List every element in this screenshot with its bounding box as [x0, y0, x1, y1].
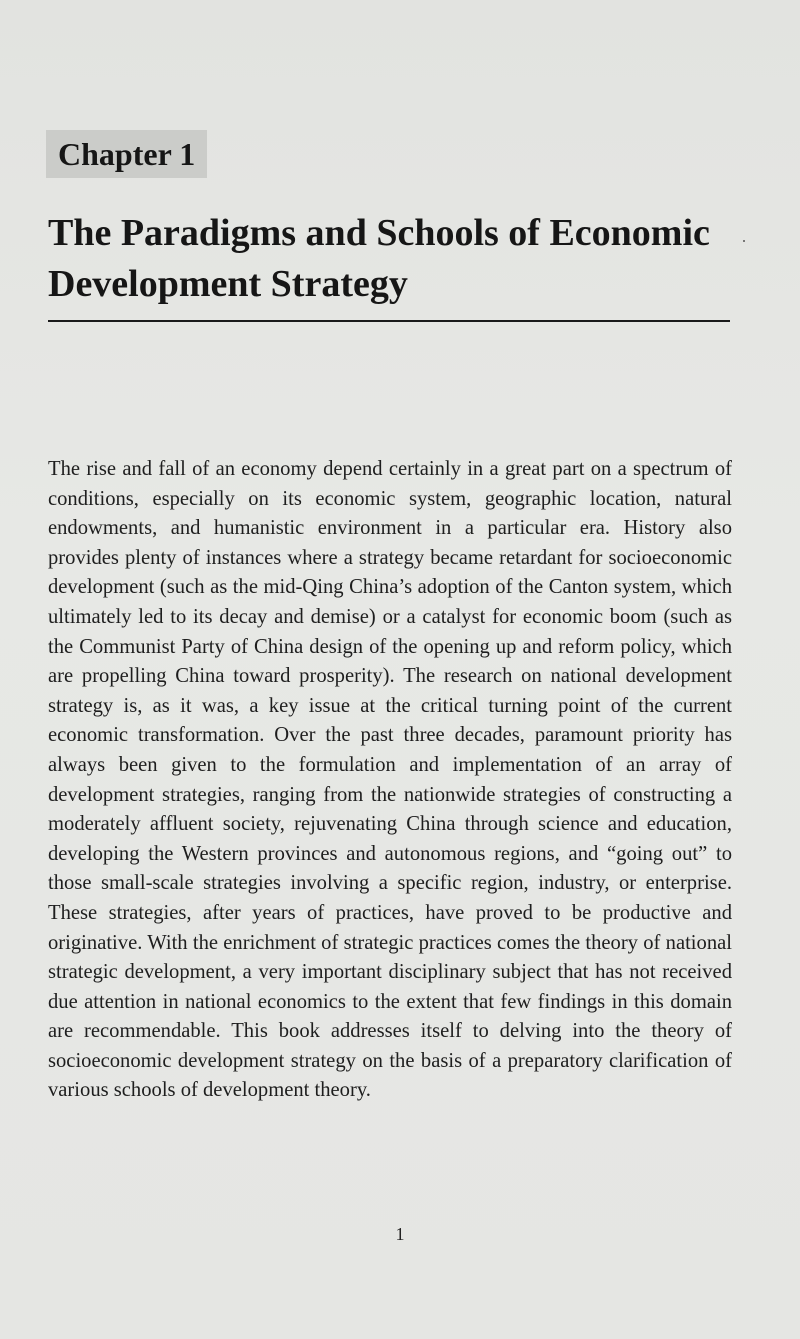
chapter-label: Chapter 1 [46, 130, 207, 178]
body-paragraph: The rise and fall of an economy depend certainly in a great part on a spectrum of conditions, especially on its economic system, geographic location, natural endowments, and humanistic environment in a particular era. History also provides plenty of instances where a strategy became retardant for socioeconomic development (such as the mid-Qing China’s adoption of the Canton system, which ultimately led to its decay and demise) or a catalyst for economic boom (such as the Communist Party of China design of the opening up and reform policy, which are propelling China toward prosperity). The research on national development strategy is, as it was, a key issue at the critical turning point of the current economic transformation. Over the past three decades, paramount priority has always been given to the formulation and implementation of an array of development strategies, ranging from the nationwide strategies of constructing a moderately affluent society, rejuvenating China through science and education, developing the Western provinces and autonomous regions, and “going out” to those small-scale strategies involving a specific region, industry, or enterprise. These strategies, after years of practices, have proved to be productive and originative. With the enrichment of strategic practices comes the theory of national strategic development, a very important disciplinary subject that has not received due attention in national economics to the extent that few findings in this domain are recommendable. This book addresses itself to delving into the theory of socioeconomic development strategy on the basis of a preparatory clarification of various schools of development theory. [48, 458, 732, 1102]
print-speck [743, 240, 745, 242]
page-number: 1 [395, 1224, 405, 1244]
title-divider [48, 320, 730, 322]
chapter-title: The Paradigms and Schools of Economic Development Strategy [48, 212, 710, 305]
